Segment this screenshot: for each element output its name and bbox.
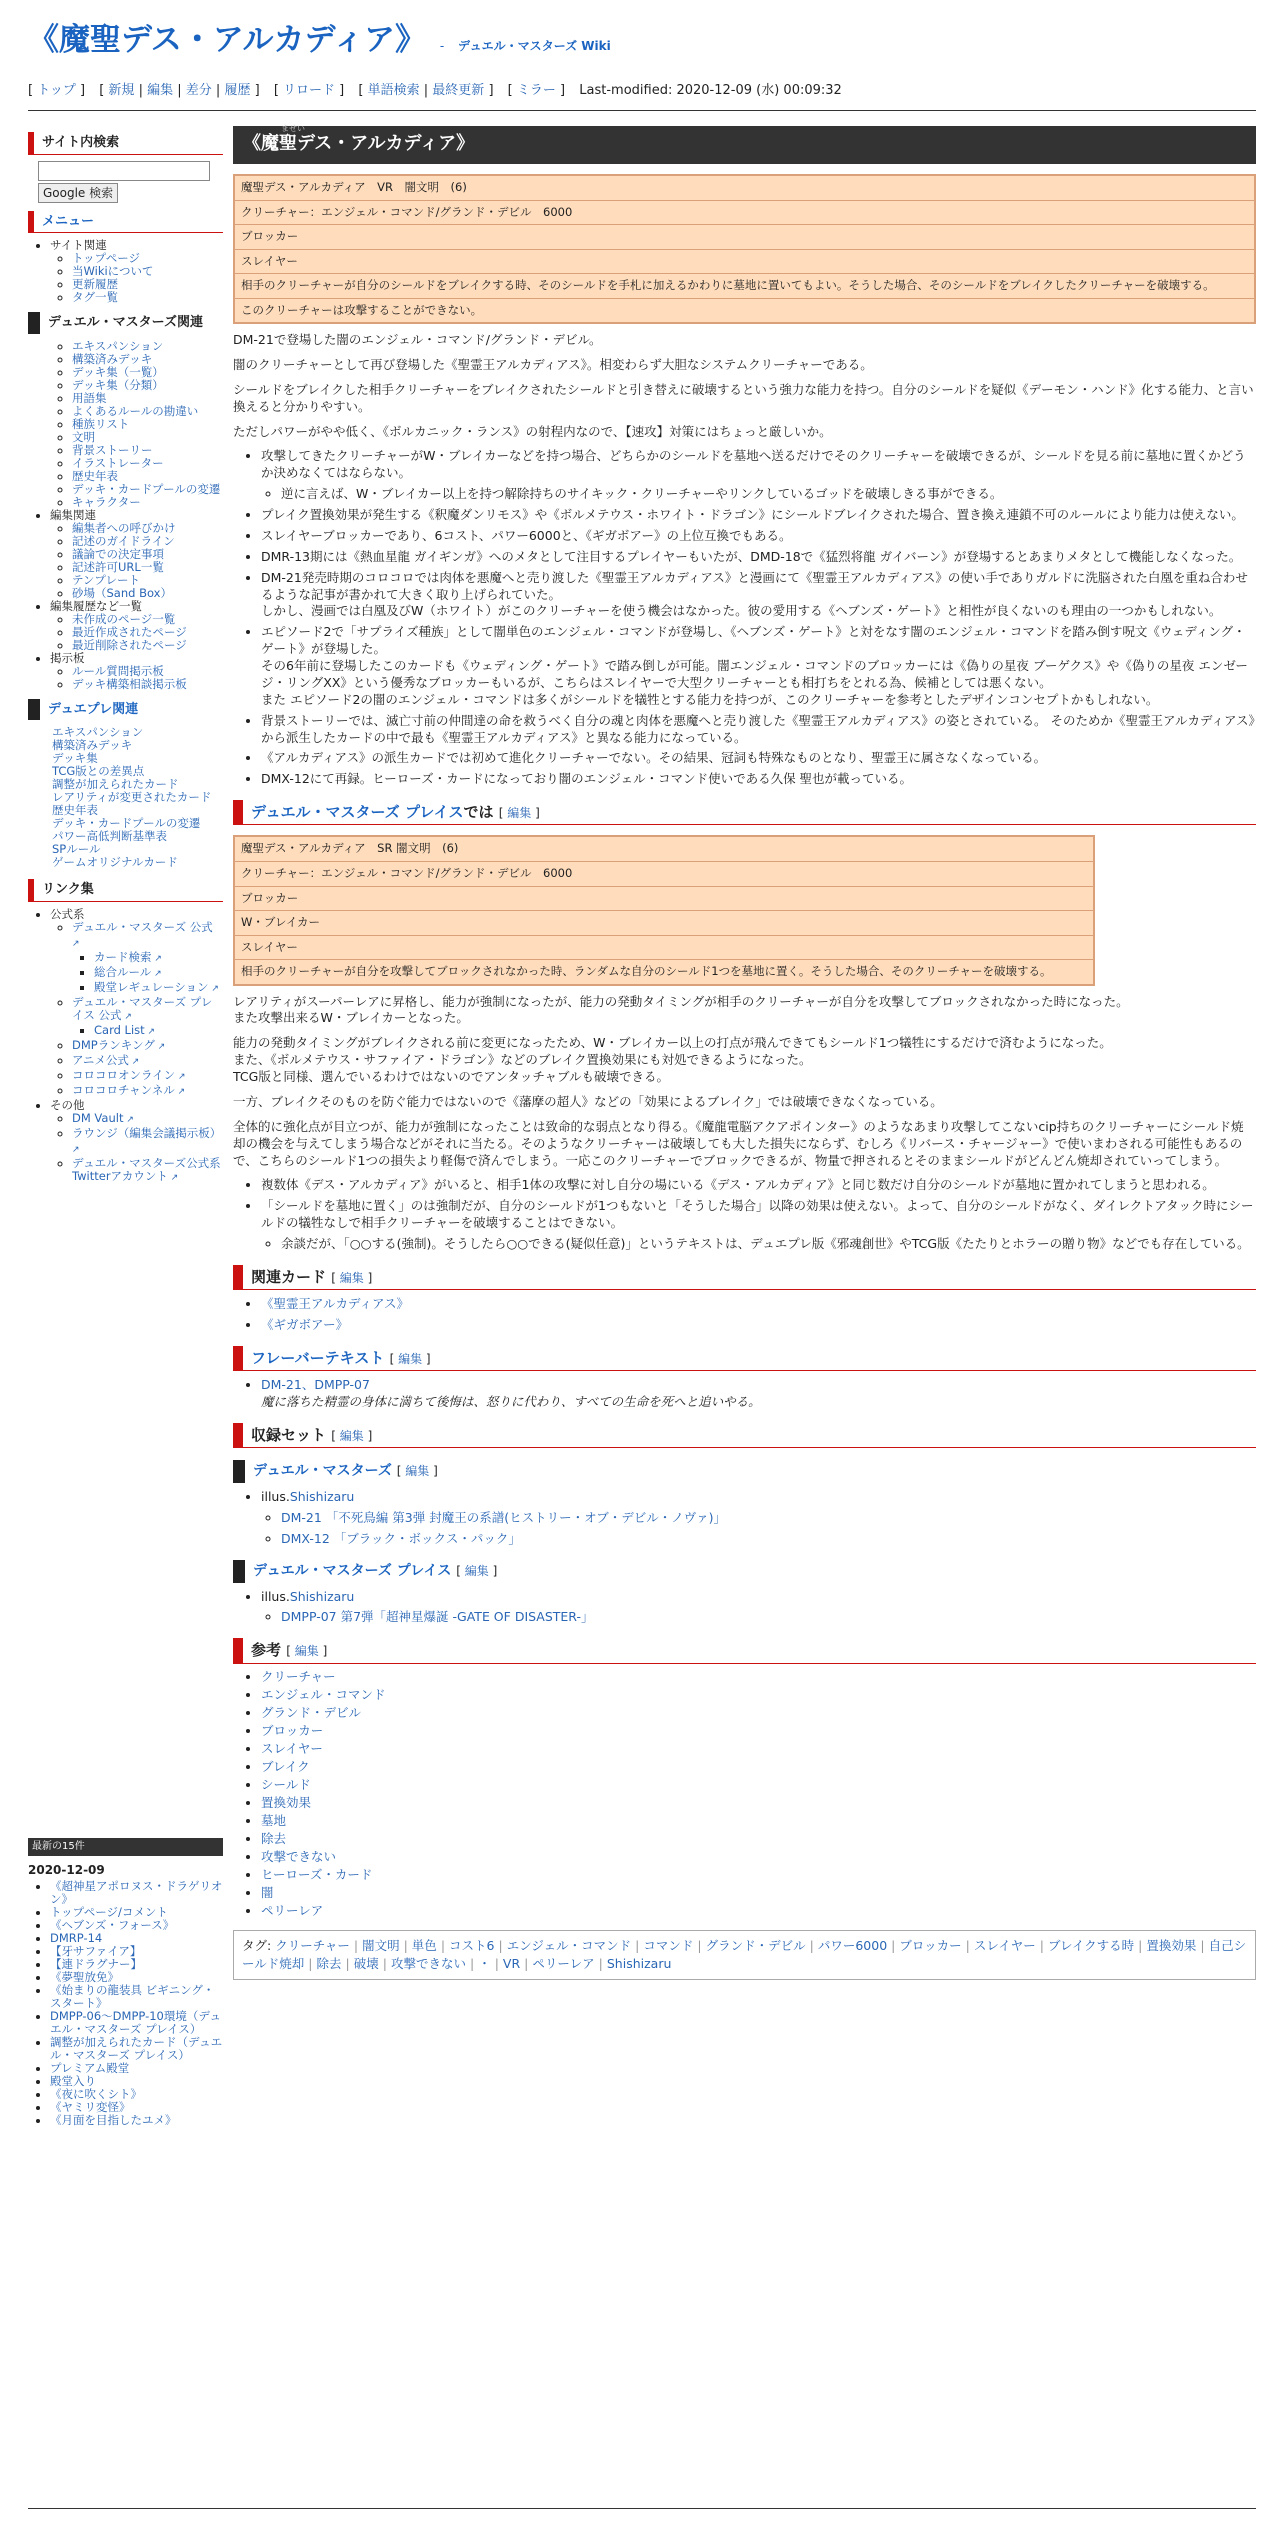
- recent-date: 2020-12-09: [28, 1862, 105, 1877]
- tag-separator: |: [598, 1955, 603, 1971]
- tag-separator: |: [1200, 1937, 1205, 1953]
- reference-link[interactable]: • シールド: [261, 1778, 1256, 1792]
- recent-item[interactable]: • 調整が加えられたカード（デュエル・マスターズ プレイス）: [50, 2036, 223, 2062]
- card-row: 魔聖デス・アルカディア SR 闇文明 (6): [234, 836, 1094, 862]
- link-dmp-official[interactable]: ◦ デュエル・マスターズ プレイス 公式 ↗ ▪ Card List ↗: [72, 996, 223, 1039]
- recent-item[interactable]: • DMPP-06～DMPP-10環境（デュエル・マスターズ プレイス）: [50, 2010, 223, 2036]
- note-8: • 《アルカディアス》の派生カードでは初めて進化クリーチャーでない。その結果、冠詞も特殊なものとなり、聖霊王に属さなくなっている。: [261, 750, 1256, 767]
- edit-link[interactable]: 編集: [405, 1464, 430, 1479]
- references-list: [233, 1670, 1256, 1918]
- sidebar-link[interactable]: ◦ 背景ストーリー: [72, 444, 223, 457]
- flavor-item: [261, 1377, 1256, 1411]
- recent-heading: 最新の15件: [28, 1838, 223, 1856]
- sidebar-link[interactable]: ◦ デッキ構築相談掲示板: [72, 678, 223, 691]
- sidebar-link[interactable]: ◦ 編集者への呼びかけ: [72, 522, 223, 535]
- site-subtitle[interactable]: デュエル・マスターズ Wiki: [458, 39, 611, 53]
- tag-link[interactable]: Shishizaru: [606, 1955, 672, 1971]
- dmp-note-2: • 「シールドを墓地に置く」のは強制だが、自分のシールドが1つもないと「そうした場合」以降の効果は使えない。よって、自分のシールドがなく、ダイレクトアタック時にシールドの犠牲なしで相手クリーチャーを破壊することはできない。 ◦ 余談だが、「○○する(強制)。そうしたら○○できる(疑似任意)」というテキストは、デュエプレ版《邪魂創世》やTCG版《たたりとホラーの贈り物》などでも存在している。: [261, 1198, 1256, 1253]
- sidebar-link[interactable]: ◦ 未作成のページ一覧: [72, 613, 223, 626]
- card-row: スレイヤー: [234, 249, 1255, 275]
- sidebar-dp-heading: デュエプレ関連: [28, 699, 223, 721]
- site-title[interactable]: 《魔聖デス・アルカディア》: [28, 22, 427, 58]
- page-title: ませい 《魔聖デス・アルカディア》: [233, 126, 1256, 164]
- tag-link[interactable]: グランド・デビル: [705, 1937, 806, 1953]
- sidebar-link[interactable]: ◦ 砂場（Sand Box）: [72, 587, 223, 600]
- dmp-note-2-sub: ◦ 余談だが、「○○する(強制)。そうしたら○○できる(疑似任意)」というテキストは、デュエプレ版《邪魂創世》やTCG版《たたりとホラーの贈り物》などでも存在している。: [281, 1236, 1256, 1253]
- card-row: ブロッカー: [234, 886, 1094, 912]
- external-link[interactable]: ◦ DM Vault ↗: [72, 1112, 223, 1127]
- nav-new[interactable]: 新規: [108, 83, 135, 98]
- sidebar-link[interactable]: TCG版との差異点: [52, 764, 145, 779]
- tag-link[interactable]: 単色: [411, 1937, 437, 1953]
- sidebar: [28, 132, 223, 1185]
- recent-item[interactable]: • 《月面を目指したユメ》: [50, 2114, 223, 2127]
- nav-recent-changes[interactable]: 最終更新: [432, 83, 485, 98]
- references-heading: 参考 [ 編集 ]: [233, 1638, 1256, 1663]
- sets-dm-heading: デュエル・マスターズ [ 編集 ]: [233, 1460, 1256, 1483]
- dmp-para-4: 全体的に強化点が目立つが、能力が強制になったことは致命的な弱点となり得る。《魔龍電脳アクアポインター》のようなあまり攻撃してこないcip持ちのクリーチャーにシールド焼却の機会を与えてしまう場合などがそれに当たる。そのようなクリーチャーは破壊しても大した損失にならず、むしろ《リバース・チャージャー》で使いまわされる可能性もあるので、こちらのシールド1つの損失より軽傷で済んでしまう。一応このクリーチャーでブロックできるが、物量で押されるとそのままシールドがどんどん焼却されていってしまう。: [233, 1118, 1244, 1168]
- tag-link[interactable]: ブロッカー: [899, 1937, 962, 1953]
- note-7: • 背景ストーリーでは、滅亡寸前の仲間達の命を救うべく自分の魂と肉体を悪魔へと売り渡した《聖霊王アルカディアス》の姿とされている。 そのためか《聖霊王アルカディアス》から派生したカードの中で最も《聖霊王アルカディアス》と異なる能力になっている。: [261, 713, 1256, 747]
- tag-separator: |: [635, 1937, 640, 1953]
- site-search-input[interactable]: [38, 161, 210, 181]
- card-row: W・ブレイカー: [234, 910, 1094, 936]
- related-card-link[interactable]: • 《聖霊王アルカディアス》: [261, 1296, 1256, 1313]
- note-5: • DM-21発売時期のコロコロでは肉体を悪魔へと売り渡した《聖霊王アルカディアス》と漫画にて《聖霊王アルカディアス》の使い手でありガルドに洗脳された白凰を重ね合わせるような記事が書かれて大きく取り上げられていた。 しかし、漫画では白凰及びW（ホワイト）がこのクリーチャーを使う機会はなかった。彼の愛用する《ヘブンズ・ゲート》と相性が良くないのも理由の一つかもしれない。: [261, 570, 1256, 621]
- sidebar-link[interactable]: ◦ イラストレーター: [72, 457, 223, 470]
- sidebar-link[interactable]: デッキ集: [52, 751, 98, 766]
- external-link[interactable]: ▪ 総合ルール ↗: [94, 966, 223, 981]
- tag-separator: |: [809, 1937, 814, 1953]
- tag-link[interactable]: ・: [478, 1955, 491, 1971]
- card-row: 魔聖デス・アルカディア VR 闇文明 (6): [234, 175, 1255, 201]
- recent-item[interactable]: • 《夜に吹くシト》: [50, 2088, 223, 2101]
- tag-separator: |: [353, 1937, 359, 1953]
- external-link[interactable]: ◦ ラウンジ（編集会議掲示板） ↗: [72, 1127, 223, 1157]
- reference-link[interactable]: • ペリーレア: [261, 1904, 1256, 1918]
- dmp-para-1: レアリティがスーパーレアに昇格し、能力が強制になったが、能力の発動タイミングが相手のクリーチャーが自分を攻撃してブロックされなかった時になった。 また攻撃出来るW・ブレイカーとなった。: [233, 993, 1129, 1026]
- tag-link[interactable]: 除去: [316, 1955, 342, 1971]
- tag-link[interactable]: 自己シールド焼却: [242, 1937, 1247, 1971]
- tag-separator: |: [403, 1937, 408, 1953]
- sets-dm-list: [233, 1489, 1256, 1548]
- nav-group-reload: [ リロード ]: [273, 83, 345, 98]
- card-row: このクリーチャーは攻撃することができない。: [234, 298, 1255, 324]
- tag-separator: |: [524, 1955, 529, 1971]
- reference-link[interactable]: • ブレイク: [261, 1760, 1256, 1774]
- recent-item[interactable]: • プレミアム殿堂: [50, 2062, 223, 2075]
- footer-divider: [28, 2508, 1256, 2509]
- reference-link[interactable]: • 攻撃できない: [261, 1850, 1256, 1864]
- sidebar-link[interactable]: ゲームオリジナルカード: [52, 855, 178, 870]
- sidebar-link[interactable]: 調整が加えられたカード: [52, 777, 179, 792]
- recent-list: [28, 1880, 223, 2127]
- recent-item[interactable]: • 《ヤミリ変怪》: [50, 2101, 223, 2114]
- sidebar-link[interactable]: ◦ 記述許可URL一覧: [72, 561, 223, 574]
- note-2: • プレイク置換効果が発生する《釈魔ダンリモス》や《ボルメテウス・ホワイト・ドラゴン》にシールドブレイクされた場合、置き換え連鎖不可のルールにより能力は使えない。: [261, 507, 1256, 524]
- tag-link[interactable]: 闇文明: [362, 1937, 400, 1953]
- nav-word-search[interactable]: 単語検索: [367, 83, 420, 98]
- sidebar-link[interactable]: デッキ・カードプールの変遷: [52, 816, 201, 831]
- card-row: 相手のクリーチャーが自分を攻撃してブロックされなかった時、ランダムな自分のシールド1つを墓地に置く。そうした場合、そのクリーチャーを破壊する。: [234, 959, 1094, 985]
- sets-heading: 収録セット [ 編集 ]: [233, 1423, 1256, 1448]
- reference-link[interactable]: • ブロッカー: [261, 1724, 1256, 1738]
- sidebar-link[interactable]: 構築済みデッキ: [52, 738, 133, 753]
- hist-group: • 編集履歴など一覧 ◦ 未作成のページ一覧 ◦ 最近作成されたページ ◦ 最近削除されたページ: [50, 600, 223, 652]
- illus-credit: • illus.Shishizaru ◦ DMPP-07 第7弾「超神星爆誕 -GATE OF DISASTER-」: [261, 1589, 1256, 1627]
- reference-link[interactable]: • エンジェル・コマンド: [261, 1688, 1256, 1702]
- title-ruby: ませい: [281, 124, 305, 133]
- tag-separator: |: [697, 1937, 702, 1953]
- tag-link[interactable]: エンジェル・コマンド: [506, 1937, 632, 1953]
- edit-link[interactable]: 編集: [507, 806, 532, 821]
- nav-group-mirror: [ ミラー ]: [507, 83, 566, 98]
- sidebar-links-heading: リンク集: [28, 879, 223, 902]
- tag-link[interactable]: 破壊: [353, 1955, 379, 1971]
- sidebar-link[interactable]: ◦ 歴史年表: [72, 470, 223, 483]
- sidebar-link[interactable]: ◦ エキスパンション: [72, 340, 223, 353]
- sidebar-link[interactable]: ◦ タグ一覧: [72, 291, 223, 304]
- external-link[interactable]: ◦ デュエル・マスターズ公式系Twitterアカウント ↗: [72, 1157, 223, 1185]
- tag-box: [233, 1930, 1256, 1980]
- tag-link[interactable]: スレイヤー: [973, 1937, 1036, 1953]
- flavor-heading: フレーバーテキスト [ 編集 ]: [233, 1346, 1256, 1371]
- note-6: • エピソード2で「サプライズ種族」として闇単色のエンジェル・コマンドが登場し、《ヘブンズ・ゲート》と対をなす闇のエンジェル・コマンドを踏み倒す呪文《ウェディング・ゲート》が登場した。 その6年前に登場したこのカードも《ウェディング・ゲート》で踏み倒しが可能。闇エンジェル・コマンドのブロッカーには《偽りの星夜 ブーゲクス》や《偽りの星夜 エンゼージ・リングXX》という優秀なブロッカーもいるが、こちらはスレイヤーで大型クリーチャーとも相打ちをとれる為、候補としては悪くない。 また エピソード2の闇のエンジェル・コマンドは多くがシールドを犠牲とする能力を持つが、このクリーチャーを参考としたデザインコンセプトかもしれない。: [261, 624, 1256, 708]
- reference-link[interactable]: • スレイヤー: [261, 1742, 1256, 1756]
- tag-separator: |: [891, 1937, 896, 1953]
- sidebar-link[interactable]: ◦ 最近作成されたページ: [72, 626, 223, 639]
- set-link[interactable]: ◦ DM-21 「不死鳥編 第3弾 封魔王の系譜(ヒストリー・オブ・デビル・ノヴァ)」: [281, 1510, 1256, 1527]
- nav-group-search: [ 単語検索 | 最終更新 ]: [358, 83, 494, 98]
- site-group: • サイト関連 ◦ トップページ ◦ 当Wikiについて ◦ 更新履歴 ◦ タグ一覧: [50, 239, 223, 304]
- intro-paragraph: シールドをブレイクした相手クリーチャーをブレイクされたシールドと引き替えに破壊するという強力な能力を持つ。自分のシールドを疑似《デーモン・ハンド》化する能力、と言い換えると分かりやすい。: [233, 381, 1254, 414]
- dmp-card-text-table: [233, 835, 1095, 985]
- external-link[interactable]: ▪ Card List ↗: [94, 1024, 223, 1039]
- flavor-text: 魔に落ちた精霊の身体に満ちて後悔は、怒りに代わり、すべての生命を死へと追いやる。: [261, 1394, 761, 1410]
- sidebar-link[interactable]: ◦ 文明: [72, 431, 223, 444]
- recent-item[interactable]: • 《夢聖放免》: [50, 1971, 223, 1984]
- card-row: ブロッカー: [234, 224, 1255, 250]
- sidebar-link[interactable]: レアリティが変更されたカード: [52, 790, 212, 805]
- note-1: • 攻撃してきたクリーチャーがW・ブレイカーなどを持つ場合、どちらかのシールドを墓地へ送るだけでそのクリーチャーを破壊できるが、シールドを見る前に墓地に置くかどうか決めなくてはならない。 ◦ 逆に言えば、W・ブレイカー以上を持つ解除持ちのサイキック・クリーチャーやリンクしているゴッドを破壊しきる事ができる。: [261, 448, 1256, 503]
- sidebar-link[interactable]: ◦ 更新履歴: [72, 278, 223, 291]
- sidebar-link[interactable]: ◦ デッキ・カードプールの変遷: [72, 483, 223, 496]
- nav-group-top: [ トップ ]: [28, 83, 86, 98]
- sidebar-link[interactable]: ◦ 種族リスト: [72, 418, 223, 431]
- link-dm-official[interactable]: ◦ デュエル・マスターズ 公式 ↗ ▪ カード検索 ↗ ▪ 総合ルール ↗ ▪ 殿堂レギュレーション ↗: [72, 921, 223, 996]
- edit-list: [28, 509, 223, 691]
- tag-link[interactable]: VR: [502, 1955, 521, 1971]
- tag-link[interactable]: ブレイクする時: [1047, 1937, 1135, 1953]
- sets-dmp-heading: デュエル・マスターズ プレイス [ 編集 ]: [233, 1560, 1256, 1583]
- tag-separator: |: [498, 1937, 503, 1953]
- sets-dmp-list: [233, 1589, 1256, 1627]
- nav-group-edit: [ 新規 | 編集 | 差分 | 履歴 ]: [99, 83, 260, 98]
- edit-group: • 編集関連 ◦ 編集者への呼びかけ ◦ 記述のガイドライン ◦ 議論での決定事項 ◦ 記述許可URL一覧 ◦ テンプレート ◦ 砂場（Sand Box）: [50, 509, 223, 600]
- recent-item[interactable]: • 殿堂入り: [50, 2075, 223, 2088]
- links-list: [28, 908, 223, 1185]
- card-row: スレイヤー: [234, 935, 1094, 961]
- tag-link[interactable]: コスト6: [449, 1937, 495, 1953]
- recent-item[interactable]: • 《超神星アポロヌス・ドラゲリオン》: [50, 1880, 223, 1906]
- intro-paragraph: ただしパワーがやや低く、《ボルカニック・ランス》の射程内なので、【速攻】対策にはちょっと厳しいか。: [233, 423, 832, 439]
- sidebar-link[interactable]: ◦ 構築済みデッキ: [72, 353, 223, 366]
- recent-item[interactable]: • 《始まりの龍装具 ビギニング・スタート》: [50, 1984, 223, 2010]
- sidebar-link[interactable]: ◦ ルール質問掲示板: [72, 665, 223, 678]
- card-text-table: [233, 174, 1256, 324]
- note-9: • DMX-12にて再録。ヒーローズ・カードになっており闇のエンジェル・コマンド使いである久保 聖也が載っている。: [261, 771, 1256, 788]
- recent-item[interactable]: • DMRP-14: [50, 1932, 223, 1945]
- reference-link[interactable]: • ヒーローズ・カード: [261, 1868, 1256, 1882]
- related-list: [233, 1296, 1256, 1334]
- official-group: • 公式系 ◦ デュエル・マスターズ 公式 ↗ ▪ カード検索 ↗ ▪ 総合ルール ↗ ▪ 殿堂レギュレーション ↗ ◦ デュエル・マスターズ プレイス 公式 ↗ ▪ Card List ↗ ◦ DMPランキング ↗ ◦ アニメ公式 ↗ ◦ コロコロオンライン ↗ ◦ コロコロチャンネル ↗: [50, 908, 223, 1099]
- external-link[interactable]: ◦ DMPランキング ↗: [72, 1039, 223, 1054]
- related-heading: 関連カード [ 編集 ]: [233, 1265, 1256, 1290]
- intro-paragraph: DM-21で登場した闇のエンジェル・コマンド/グランド・デビル。: [233, 332, 602, 348]
- top-navigation: [0, 76, 1284, 100]
- external-link[interactable]: ▪ カード検索 ↗: [94, 951, 223, 966]
- nav-top[interactable]: トップ: [37, 83, 76, 98]
- reference-link[interactable]: • クリーチャー: [261, 1670, 1256, 1684]
- title-dash: -: [439, 39, 445, 53]
- illus-credit: • illus.Shishizaru ◦ DM-21 「不死鳥編 第3弾 封魔王の系譜(ヒストリー・オブ・デビル・ノヴァ)」 ◦ DMX-12 「ブラック・ボックス・パック」: [261, 1489, 1256, 1548]
- external-link[interactable]: ▪ 殿堂レギュレーション ↗: [94, 981, 223, 996]
- reference-link[interactable]: • 置換効果: [261, 1796, 1256, 1810]
- sidebar-link[interactable]: ◦ トップページ: [72, 252, 223, 265]
- edit-link[interactable]: 編集: [464, 1563, 489, 1578]
- last-modified: Last-modified: 2020-12-09 (水) 00:09:32: [579, 83, 842, 98]
- tag-separator: |: [469, 1955, 475, 1971]
- external-link[interactable]: ◦ コロコロオンライン ↗: [72, 1069, 223, 1084]
- sidebar-search-heading: サイト内検索: [28, 132, 223, 155]
- google-search-button[interactable]: Google 検索: [38, 183, 118, 203]
- reference-link[interactable]: • 墓地: [261, 1814, 1256, 1828]
- reference-link[interactable]: • 闇: [261, 1886, 1256, 1900]
- nav-reload[interactable]: リロード: [283, 83, 336, 98]
- set-link[interactable]: ◦ DMPP-07 第7弾「超神星爆誕 -GATE OF DISASTER-」: [281, 1609, 1256, 1626]
- dm-list: [28, 340, 223, 509]
- dmp-section-heading: デュエル・マスターズ プレイスでは [ 編集 ]: [233, 800, 1256, 825]
- nav-mirror[interactable]: ミラー: [516, 83, 556, 98]
- dp-list: [28, 726, 223, 869]
- nav-edit[interactable]: 編集: [147, 83, 174, 98]
- edit-link[interactable]: 編集: [294, 1644, 319, 1659]
- reference-link[interactable]: • グランド・デビル: [261, 1706, 1256, 1720]
- flavor-list: [233, 1377, 1256, 1411]
- tag-link[interactable]: コマンド: [643, 1937, 694, 1953]
- tag-link[interactable]: ペリーレア: [532, 1955, 595, 1971]
- tag-link[interactable]: クリーチャー: [275, 1937, 350, 1953]
- sidebar-link[interactable]: ◦ 記述のガイドライン: [72, 535, 223, 548]
- recent-item[interactable]: • 【連ドラグナー】: [50, 1958, 223, 1971]
- recent-item[interactable]: • 《ヘブンズ・フォース》: [50, 1919, 223, 1932]
- sidebar-link[interactable]: SPルール: [52, 842, 101, 857]
- external-link[interactable]: ◦ アニメ公式 ↗: [72, 1054, 223, 1069]
- nav-diff[interactable]: 差分: [185, 83, 212, 98]
- tag-separator: |: [345, 1955, 350, 1971]
- recent-changes-panel: [28, 1838, 223, 2127]
- tag-separator: |: [1138, 1937, 1143, 1953]
- other-group: • その他 ◦ DM Vault ↗ ◦ ラウンジ（編集会議掲示板） ↗ ◦ デュエル・マスターズ公式系Twitterアカウント ↗: [50, 1099, 223, 1185]
- sidebar-link[interactable]: 歴史年表: [52, 803, 98, 818]
- related-card-link[interactable]: • 《ギガボアー》: [261, 1317, 1256, 1334]
- sidebar-link[interactable]: ◦ 最近削除されたページ: [72, 639, 223, 652]
- recent-item[interactable]: • 【牙サファイア】: [50, 1945, 223, 1958]
- sidebar-link[interactable]: ◦ デッキ集（分類）: [72, 379, 223, 392]
- sidebar-link[interactable]: エキスパンション: [52, 725, 144, 740]
- tag-separator: |: [494, 1955, 499, 1971]
- tag-link[interactable]: 攻撃できない: [390, 1955, 466, 1971]
- sidebar-link[interactable]: ◦ キャラクター: [72, 496, 223, 509]
- tag-link[interactable]: パワー6000: [817, 1937, 888, 1953]
- note-4: • DMR-13期には《熱血星龍 ガイギンガ》へのメタとして注目するプレイヤーもいたが、DMD-18で《猛烈将龍 ガイバーン》が登場するとあまりメタとして機能しなくなった。: [261, 549, 1256, 566]
- dmp-notes-list: [233, 1177, 1256, 1253]
- sidebar-link[interactable]: ◦ 用語集: [72, 392, 223, 405]
- sidebar-link[interactable]: ◦ 当Wikiについて: [72, 265, 223, 278]
- sidebar-menu-heading: メニュー: [28, 211, 223, 234]
- reference-link[interactable]: • 除去: [261, 1832, 1256, 1846]
- sidebar-link[interactable]: ◦ テンプレート: [72, 574, 223, 587]
- tag-separator: |: [308, 1955, 313, 1971]
- tag-separator: |: [440, 1937, 446, 1953]
- dmp-para-3: 一方、ブレイクそのものを防ぐ能力ではないので《藩摩の超人》などの「効果によるブレイク」では破壊できなくなっている。: [233, 1093, 943, 1109]
- sidebar-link[interactable]: パワー高低判断基準表: [52, 829, 167, 844]
- sidebar-link[interactable]: ◦ デッキ集（一覧）: [72, 366, 223, 379]
- site-list: [28, 239, 223, 304]
- note-3: • スレイヤーブロッカーであり、6コスト、パワー6000と、《ギガボアー》の上位互換でもある。: [261, 528, 1256, 545]
- card-row: クリーチャー：エンジェル・コマンド/グランド・デビル 6000: [234, 200, 1255, 226]
- note-1-sub: ◦ 逆に言えば、W・ブレイカー以上を持つ解除持ちのサイキック・クリーチャーやリンクしているゴッドを破壊しきる事ができる。: [281, 486, 1256, 503]
- tag-separator: |: [1039, 1937, 1044, 1953]
- sidebar-link[interactable]: ◦ よくあるルールの勘違い: [72, 405, 223, 418]
- flavor-source[interactable]: DM-21、DMPP-07: [261, 1377, 370, 1393]
- sidebar-link[interactable]: ◦ 議論での決定事項: [72, 548, 223, 561]
- site-header: [0, 0, 1284, 76]
- set-link[interactable]: ◦ DMX-12 「ブラック・ボックス・パック」: [281, 1531, 1256, 1548]
- tag-separator: |: [965, 1937, 970, 1953]
- tag-separator: |: [382, 1955, 387, 1971]
- tag-label: タグ:: [242, 1937, 272, 1953]
- nav-history[interactable]: 履歴: [224, 83, 251, 98]
- card-row: クリーチャー：エンジェル・コマンド/グランド・デビル 6000: [234, 861, 1094, 887]
- edit-link[interactable]: 編集: [339, 1270, 364, 1285]
- dmp-para-2: 能力の発動タイミングがブレイクされる前に変更になったため、W・ブレイカー以上の打点が飛んできてもシールド1つ犠牲にするだけで済むようになった。 また、《ボルメテウス・サファイア・ドラゴン》などのブレイク置換効果にも対処できるようになった。 TCG版と同様、選んでいるわけではないのでアンタッチャブルも破壊できる。: [233, 1035, 1112, 1085]
- main-content: [233, 126, 1256, 1980]
- card-row: 相手のクリーチャーが自分のシールドをブレイクする時、そのシールドを手札に加えるかわりに墓地に置いてもよい。そうした場合、そのシールドをブレイクしたクリーチャーを破壊する。: [234, 273, 1255, 299]
- external-link[interactable]: ◦ コロコロチャンネル ↗: [72, 1084, 223, 1099]
- intro-paragraph: 闇のクリーチャーとして再び登場した《聖霊王アルカディアス》。相変わらず大胆なシステムクリーチャーである。: [233, 356, 873, 372]
- notes-list: [233, 448, 1256, 788]
- edit-link[interactable]: 編集: [339, 1428, 364, 1443]
- tag-link[interactable]: 置換効果: [1146, 1937, 1197, 1953]
- dmp-note-1: • 複数体《デス・アルカディア》がいると、相手1体の攻撃に対し自分の場にいる《デス・アルカディア》と同じ数だけ自分のシールドが墓地に置かれてしまうと思われる。: [261, 1177, 1256, 1194]
- board-group: • 掲示板 ◦ ルール質問掲示板 ◦ デッキ構築相談掲示板: [50, 652, 223, 691]
- edit-link[interactable]: 編集: [398, 1351, 423, 1366]
- recent-item[interactable]: • トップページ/コメント: [50, 1906, 223, 1919]
- sidebar-dm-heading: デュエル・マスターズ関連: [28, 312, 223, 334]
- header-divider: [28, 110, 1256, 111]
